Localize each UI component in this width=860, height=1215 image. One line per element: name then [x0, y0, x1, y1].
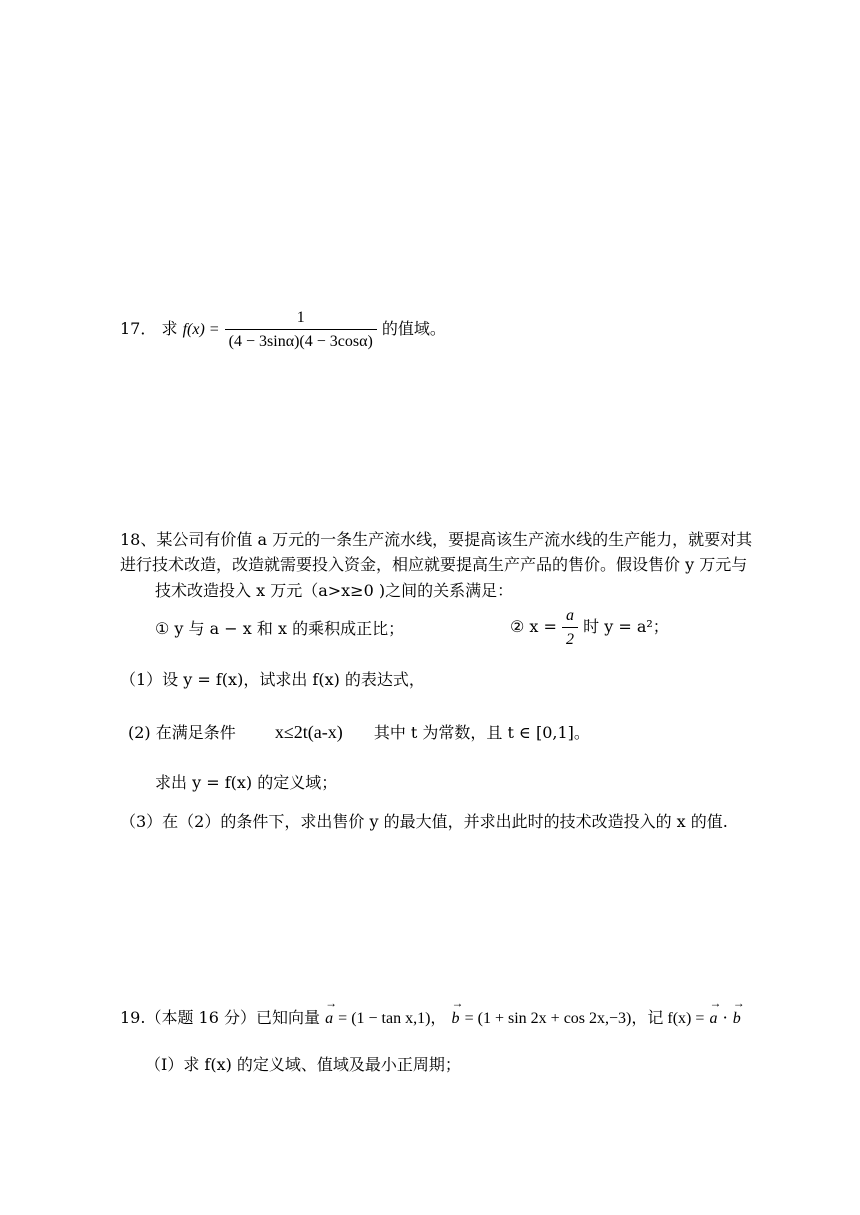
q18-cond2-denominator: 2: [566, 631, 575, 649]
vector-a: → a: [325, 1009, 333, 1028]
vector-b: → b: [452, 1009, 460, 1028]
q17-numerator: 1: [225, 308, 377, 330]
question-19: [120, 1008, 741, 1028]
q18-part-2: [128, 722, 590, 744]
q18-part-2-line-2: 求出 y = f(x) 的定义域；: [155, 773, 338, 792]
q17-prefix: 求: [161, 319, 178, 339]
dot-vector-b: → b: [733, 1009, 741, 1028]
q18-line-1: 18、某公司有价值 a 万元的一条生产流水线，要提高该生产流水线的生产能力，就要对其: [120, 530, 753, 549]
q18-cond2-numerator: a: [562, 606, 578, 628]
q18-condition-2: [510, 606, 669, 649]
q18-cond2-suffix: 时 y = a²；: [583, 617, 669, 637]
q17-number: 17．: [120, 319, 157, 339]
q18-part2-label: (2) 在满足条件: [128, 723, 236, 742]
q17-fraction: [225, 308, 377, 351]
q17-suffix: 的值域。: [381, 319, 446, 339]
q18-part2-rest: 其中 t 为常数，且 t ∈ [0,1]。: [373, 723, 590, 742]
dot-vector-a: → a: [709, 1009, 717, 1028]
q18-part-1: （1）设 y = f(x)，试求出 f(x) 的表达式，: [120, 670, 425, 689]
q19-intro: 19.（本题 16 分）已知向量: [120, 1008, 320, 1027]
q17-denominator: (4 − 3sinα)(4 − 3cosα): [228, 333, 373, 351]
q17-function: f(x) =: [182, 321, 220, 339]
q18-cond2-prefix: ② x =: [510, 617, 557, 637]
q18-line-3: 技术改造投入 x 万元（a>x≥0 )之间的关系满足：: [155, 581, 514, 600]
q19-part-1: （Ⅰ）求 f(x) 的定义域、值域及最小正周期；: [145, 1055, 461, 1074]
question-17: [120, 308, 446, 351]
q18-part2-condition: x≤2t(a-x): [274, 722, 343, 742]
dot-operator: ·: [722, 1008, 728, 1027]
q18-line-2: 进行技术改造，改造就需要投入资金，相应就要提高生产产品的售价。假设售价 y 万元与: [120, 555, 748, 574]
q18-part-3: （3）在（2）的条件下，求出售价 y 的最大值，并求出此时的技术改造投入的 x 的值.: [120, 812, 728, 831]
vector-b-value: = (1 + sin 2x + cos 2x,−3)，记 f(x) =: [464, 1010, 705, 1027]
vector-a-value: = (1 − tan x,1)，: [338, 1010, 447, 1027]
q18-cond2-fraction: [562, 606, 578, 649]
q18-condition-1: ① y 与 a − x 和 x 的乘积成正比；: [155, 619, 405, 638]
